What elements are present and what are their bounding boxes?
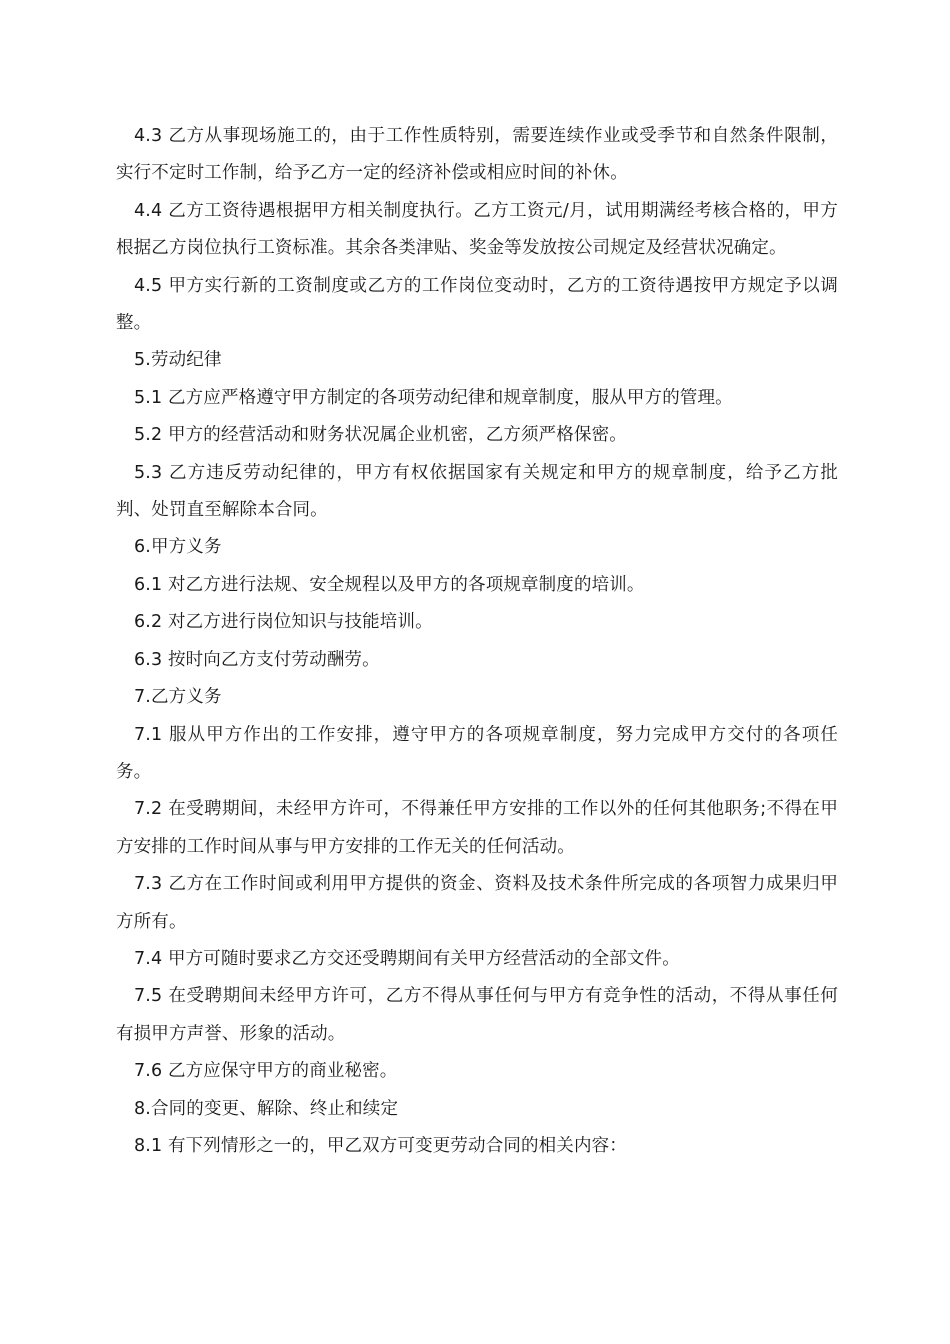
section-7-heading: 7.乙方义务: [134, 687, 222, 708]
clause-7-6: 7.6 乙方应保守甲方的商业秘密。: [134, 1061, 398, 1082]
section-5-heading: 5.劳动纪律: [134, 350, 222, 371]
clause-7-4: 7.4 甲方可随时要求乙方交还受聘期间有关甲方经营活动的全部文件。: [134, 948, 680, 969]
clause-6-3: 6.3 按时向乙方支付劳动酬劳。: [134, 649, 380, 670]
clause-7-2: 7.2 在受聘期间，未经甲方许可，不得兼任甲方安排的工作以外的任何其他职务;不得在甲方安排的工作时间从事与甲方安排的工作无关的任何活动。: [116, 799, 838, 857]
clause-4-5: 4.5 甲方实行新的工资制度或乙方的工作岗位变动时，乙方的工资待遇按甲方规定予以调整。: [116, 275, 838, 334]
clause-5-1: 5.1 乙方应严格遵守甲方制定的各项劳动纪律和规章制度，服从甲方的管理。: [134, 387, 733, 408]
clause-5-3: 5.3 乙方违反劳动纪律的，甲方有权依据国家有关规定和甲方的规章制度，给予乙方批判、处罚直至解除本合同。: [116, 462, 838, 521]
clause-8-1: 8.1 有下列情形之一的，甲乙双方可变更劳动合同的相关内容：: [134, 1135, 627, 1156]
clause-4-3: 4.3 乙方从事现场施工的，由于工作性质特别，需要连续作业或受季节和自然条件限制，实行不定时工作制，给予乙方一定的经济补偿或相应时间的补休。: [116, 126, 838, 184]
clause-6-2: 6.2 对乙方进行岗位知识与技能培训。: [134, 612, 433, 633]
section-8-heading: 8.合同的变更、解除、终止和续定: [134, 1098, 399, 1119]
clause-5-2: 5.2 甲方的经营活动和财务状况属企业机密，乙方须严格保密。: [134, 425, 627, 446]
clause-6-1: 6.1 对乙方进行法规、安全规程以及甲方的各项规章制度的培训。: [134, 574, 645, 595]
clause-7-1: 7.1 服从甲方作出的工作安排，遵守甲方的各项规章制度，努力完成甲方交付的各项任务。: [116, 724, 838, 782]
clause-7-3: 7.3 乙方在工作时间或利用甲方提供的资金、资料及技术条件所完成的各项智力成果归甲方所有。: [116, 874, 838, 932]
section-6-heading: 6.甲方义务: [134, 537, 222, 558]
clause-7-5: 7.5 在受聘期间未经甲方许可，乙方不得从事任何与甲方有竞争性的活动，不得从事任何有损甲方声誉、形象的活动。: [116, 986, 838, 1044]
clause-4-4: 4.4 乙方工资待遇根据甲方相关制度执行。乙方工资元/月，试用期满经考核合格的，甲方根据乙方岗位执行工资标准。其余各类津贴、奖金等发放按公司规定及经营状况确定。: [116, 200, 838, 259]
contract-body: [116, 118, 838, 1165]
